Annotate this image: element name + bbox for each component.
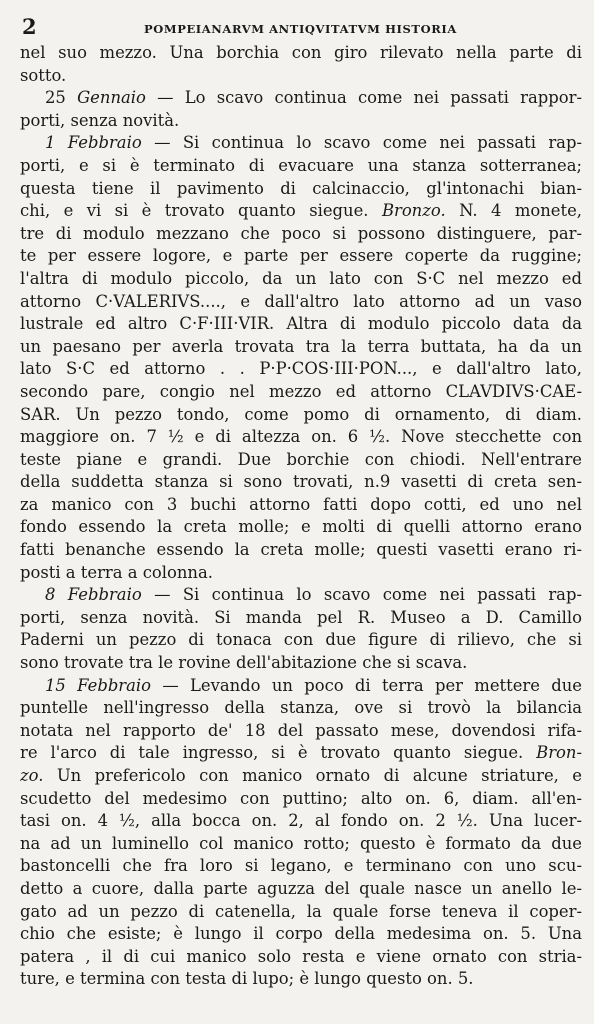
text-run: — Si continua lo scavo come nei passati rap- — [141, 133, 582, 153]
italic-text: Bron- — [536, 743, 582, 763]
text-run: — Lo scavo continua come nei passati rappor- — [145, 88, 582, 108]
text-line — [20, 652, 582, 675]
text-run: Paderni un pezzo di tonaca con due figure di rilievo, che si — [20, 630, 582, 650]
text-run: secondo pare, congio nel mezzo ed attorno CLAVDIVS·CAE- — [20, 381, 582, 401]
text-line — [20, 878, 582, 901]
text-line — [20, 765, 582, 788]
text-line — [20, 223, 582, 246]
text-run: N. 4 monete, — [445, 201, 582, 221]
text-line — [20, 87, 582, 110]
text-line — [20, 923, 582, 946]
text-line — [20, 132, 582, 155]
body-text — [20, 42, 582, 991]
text-line — [20, 245, 582, 268]
text-line — [20, 788, 582, 811]
text-run: porti, e si è terminato di evacuare una stanza sotterranea; — [20, 155, 582, 175]
text-run: posti a terra a colonna. — [20, 562, 213, 582]
text-line — [20, 697, 582, 720]
text-run: fatti benanche essendo la creta molle; questi vasetti erano ri- — [20, 540, 582, 560]
italic-text: 15 Febbraio — [45, 675, 152, 695]
text-line — [20, 65, 582, 88]
text-run: te per essere logore, e parte per essere coperte da ruggine; — [20, 246, 582, 266]
text-run: detto a cuore, dalla parte aguzza del quale nasce un anello le- — [20, 878, 582, 898]
text-line — [20, 426, 582, 449]
text-line — [20, 449, 582, 472]
text-run: bastoncelli che fra loro si legano, e terminano con uno scu- — [20, 856, 582, 876]
text-run: sotto. — [20, 65, 67, 85]
text-run: un paesano per averla trovata tra la terra buttata, ha da un — [20, 336, 582, 356]
text-line — [20, 901, 582, 924]
text-line — [20, 562, 582, 585]
text-run: porti, senza novità. Si manda pel R. Museo a D. Camillo — [20, 607, 582, 627]
text-run: re l'arco di tale ingresso, si è trovato quanto siegue. — [20, 743, 537, 763]
running-header — [20, 14, 582, 42]
text-line — [20, 404, 582, 427]
text-run: SAR. Un pezzo tondo, come pomo di ornamento, di diam. — [20, 404, 582, 424]
italic-text: Bronzo. — [381, 201, 446, 221]
text-run: teste piane e grandi. Due borchie con chiodi. Nell'entrare — [20, 449, 582, 469]
text-run: tre di modulo mezzano che poco si possono distinguere, par- — [20, 223, 582, 243]
document-page — [20, 14, 582, 991]
text-line — [20, 968, 582, 991]
text-line — [20, 381, 582, 404]
text-run: ture, e termina con testa di lupo; è lungo questo on. 5. — [20, 969, 474, 989]
text-run: lustrale ed altro C·F·III·VIR. Altra di modulo piccolo data da — [20, 314, 582, 334]
text-run: scudetto del medesimo con puttino; alto on. 6, diam. all'en- — [20, 788, 582, 808]
text-line — [20, 178, 582, 201]
italic-text: 1 Febbraio — [45, 133, 142, 153]
text-run: sono trovate tra le rovine dell'abitazione che si scava. — [20, 653, 468, 673]
text-line — [20, 336, 582, 359]
text-line — [20, 675, 582, 698]
italic-text: 8 Febbraio — [45, 585, 142, 605]
italic-text: Gennaio — [77, 88, 146, 108]
text-line — [20, 291, 582, 314]
text-line — [20, 268, 582, 291]
text-run: chi, e vi si è trovato quanto siegue. — [20, 201, 382, 221]
text-line — [20, 155, 582, 178]
text-run: na ad un luminello col manico rotto; questo è formato da due — [20, 833, 582, 853]
text-line — [20, 313, 582, 336]
text-line — [20, 358, 582, 381]
text-run: za manico con 3 buchi attorno fatti dopo cotti, ed uno nel — [20, 494, 582, 514]
text-run: chio che esiste; è lungo il corpo della medesima on. 5. Una — [20, 924, 582, 944]
text-line — [20, 539, 582, 562]
text-run: — Si continua lo scavo come nei passati rap- — [141, 585, 582, 605]
text-line — [20, 629, 582, 652]
text-run: notata nel rapporto de' 18 del passato mese, dovendosi rifa- — [20, 720, 582, 740]
text-run: Un prefericolo con manico ornato di alcune striature, e — [43, 766, 582, 785]
text-run: tasi on. 4 ½, alla bocca on. 2, al fondo on. 2 ½. Una lucer- — [20, 811, 582, 831]
text-run: attorno C·VALERIVS...., e dall'altro lato attorno ad un vaso — [20, 291, 582, 311]
text-run: patera , il di cui manico solo resta e viene ornato con stria- — [20, 946, 582, 966]
text-line — [20, 810, 582, 833]
text-line — [20, 494, 582, 517]
text-run: porti, senza novità. — [20, 110, 180, 130]
italic-text: zo. — [20, 766, 44, 785]
text-line — [20, 946, 582, 969]
text-line — [20, 200, 582, 223]
text-run: questa tiene il pavimento di calcinaccio, gl'intonachi bian- — [20, 178, 582, 198]
text-line — [20, 607, 582, 630]
text-line — [20, 742, 582, 765]
text-run: maggiore on. 7 ½ e di altezza on. 6 ½. Nove stecchette con — [20, 427, 582, 447]
text-line — [20, 833, 582, 856]
text-run: — Levando un poco di terra per mettere due — [151, 675, 582, 695]
text-run: nel suo mezzo. Una borchia con giro rilevato nella parte di — [20, 43, 582, 62]
text-line — [20, 720, 582, 743]
running-title: POMPEIANARVM ANTIQVITATVM HISTORIA — [144, 22, 457, 36]
text-line — [20, 516, 582, 539]
text-line — [20, 855, 582, 878]
text-line — [20, 42, 582, 65]
text-run: gato ad un pezzo di catenella, la quale forse teneva il coper- — [20, 901, 582, 921]
text-run: fondo essendo la creta molle; e molti di quelli attorno erano — [20, 517, 582, 537]
text-line — [20, 110, 582, 133]
text-run: lato S·C ed attorno . . P·P·COS·III·PON..., e dall'altro lato, — [20, 359, 582, 379]
text-run: della suddetta stanza si sono trovati, n.9 vasetti di creta sen- — [20, 472, 582, 492]
text-line — [20, 471, 582, 494]
text-run: l'altra di modulo piccolo, da un lato con S·C nel mezzo ed — [20, 268, 582, 288]
text-run: puntelle nell'ingresso della stanza, ove si trovò la bilancia — [20, 698, 582, 718]
text-run: 25 — [45, 88, 78, 108]
text-line — [20, 584, 582, 607]
page-number: 2 — [22, 14, 37, 39]
